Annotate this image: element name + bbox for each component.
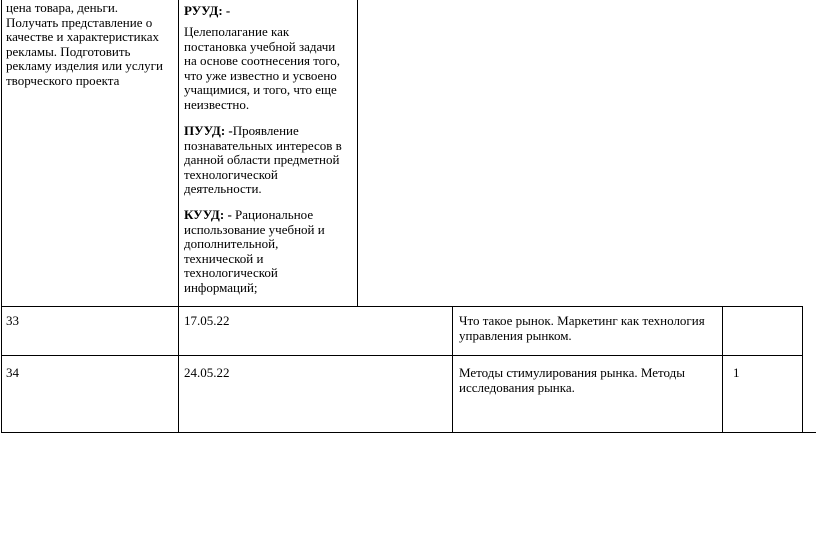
text-line: Что такое рынок. Маркетинг как технология xyxy=(459,313,705,328)
text-line: познавательных интересов в xyxy=(184,137,342,153)
top-left-cell-text xyxy=(6,1,163,89)
text-line: технологической xyxy=(184,265,278,281)
text-line: технической и xyxy=(184,250,264,266)
puud-text xyxy=(184,124,342,197)
text-line: качестве и характеристиках xyxy=(6,29,159,45)
text-line: творческого проекта xyxy=(6,72,120,88)
kuud-label: КУУД: - xyxy=(184,207,232,222)
row-topic xyxy=(459,366,685,395)
top-right-cell-ruud xyxy=(184,4,230,19)
puud-label: ПУУД: - xyxy=(184,123,233,138)
ruud-label: РУУД: - xyxy=(184,3,231,18)
text-line: дополнительной, xyxy=(184,236,279,252)
text-line xyxy=(184,124,342,139)
puud-first: Проявление xyxy=(232,123,299,138)
text-line: исследования рынка. xyxy=(459,379,575,395)
text-line: неизвестно. xyxy=(184,96,250,112)
row-number: 34 xyxy=(6,365,19,380)
text-line xyxy=(184,208,325,223)
row-topic xyxy=(459,314,705,343)
text-line: информаций; xyxy=(184,279,258,295)
text-line: учащимися, и того, что еще xyxy=(184,82,337,98)
text-line: деятельности. xyxy=(184,181,262,197)
text-line: использование учебной и xyxy=(184,221,325,237)
table-border-right xyxy=(802,306,803,433)
text-line: Целеполагание как xyxy=(184,24,290,39)
table-border-left xyxy=(1,0,2,433)
text-line: постановка учебной задачи xyxy=(184,38,336,54)
table-border-bottom xyxy=(1,432,816,433)
row-date: 24.05.22 xyxy=(184,365,230,380)
text-line: на основе соотнесения того, xyxy=(184,53,341,69)
table-border-row2 xyxy=(1,355,803,356)
text-line: управления рынком. xyxy=(459,327,572,343)
table-border-row1 xyxy=(1,306,803,307)
table-border-col2-top xyxy=(357,0,358,306)
text-line: данной области предметной xyxy=(184,152,340,168)
text-line: цена товара, деньги. xyxy=(6,0,119,15)
table-border-col4 xyxy=(722,306,723,433)
text-line: Получать представление о xyxy=(6,14,153,30)
ruud-text xyxy=(184,25,340,113)
text-line: рекламу изделия или услуги xyxy=(6,58,163,74)
row-hours: 1 xyxy=(733,365,740,380)
kuud-first: Рациональное xyxy=(231,207,314,222)
text-line: технологической xyxy=(184,166,278,182)
text-line: что уже известно и усвоено xyxy=(184,67,337,83)
text-line: Методы стимулирования рынка. Методы xyxy=(459,365,686,380)
kuud-text xyxy=(184,208,325,296)
row-date: 17.05.22 xyxy=(184,313,230,328)
text-line: рекламы. Подготовить xyxy=(6,43,131,59)
table-border-col1 xyxy=(178,0,179,433)
table-border-col3 xyxy=(452,306,453,433)
row-number: 33 xyxy=(6,313,19,328)
